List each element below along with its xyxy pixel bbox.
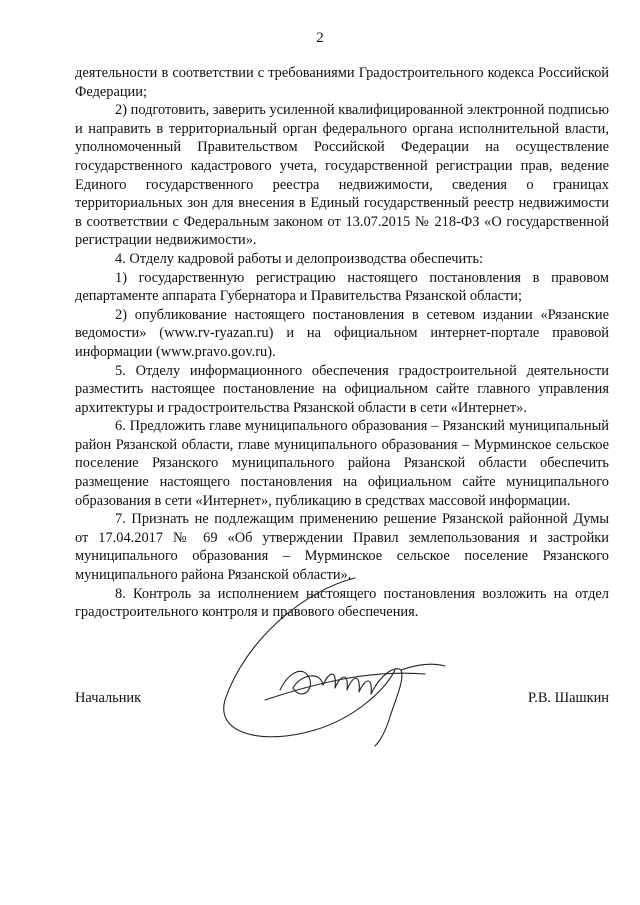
paragraph-item-6: 6. Предложить главе муниципального образования – Рязанский муниципальный район Рязанской области, главе муниципального образования – Мурминское сельское поселение Рязанского муниципального района Рязанской области обеспечить размещение настоящего постановления на официальном сайте муниципального образования в сети «Интернет», публикацию в средствах массовой информации.: [75, 418, 609, 509]
signer-name: Р.В. Шашкин: [528, 690, 609, 706]
paragraph-item-8: 8. Контроль за исполнением настоящего постановления возложить на отдел градостроительного контроля и правового обеспечения.: [75, 585, 609, 621]
handwritten-signature: [205, 570, 455, 760]
signer-title: Начальник: [75, 690, 142, 706]
paragraph-item-2: 2) подготовить, заверить усиленной квалифицированной электронной подписью и направить в территориальный орган федерального органа исполнительной власти, уполномоченный Правительством Российской Федерации на осуществление государственного кадастрового учета, государственной регистрации прав, ведение Единого государственного реестра недвижимости, сведения о границах территориальных зон для внесения в Единый государственный реестр недвижимости в соответствии с Федеральным законом от 13.07.2015 № 218-ФЗ «О государственной регистрации недвижимости».: [75, 102, 609, 249]
paragraph-continuation: деятельности в соответствии с требованиями Градостроительного кодекса Российской Федерации;: [75, 65, 609, 100]
paragraph-item-5: 5. Отделу информационного обеспечения градостроительной деятельности разместить настоящее постановление на официальном сайте главного управления архитектуры и градостроительства Рязанской области в сети «Интернет».: [75, 362, 609, 416]
paragraph-item-4-1: 1) государственную регистрацию настоящего постановления в правовом департаменте аппарата Губернатора и Правительства Рязанской области;: [75, 269, 609, 305]
document-body: [75, 64, 609, 622]
paragraph-item-4: 4. Отделу кадровой работы и делопроизводства обеспечить:: [115, 250, 483, 267]
paragraph-item-4-2: 2) опубликование настоящего постановления в сетевом издании «Рязанские ведомости» (www.rv-ryazan.ru) и на официальном интернет-портале правовой информации (www.pravo.gov.ru).: [75, 306, 609, 360]
paragraph-item-7: 7. Признать не подлежащим применению решение Рязанской районной Думы от 17.04.2017 № 69 «Об утверждении Правил землепользования и застройки муниципального образования – Мурминское сельское поселение Рязанского муниципального района Рязанской области».: [75, 511, 609, 584]
page-number: 2: [316, 30, 324, 46]
